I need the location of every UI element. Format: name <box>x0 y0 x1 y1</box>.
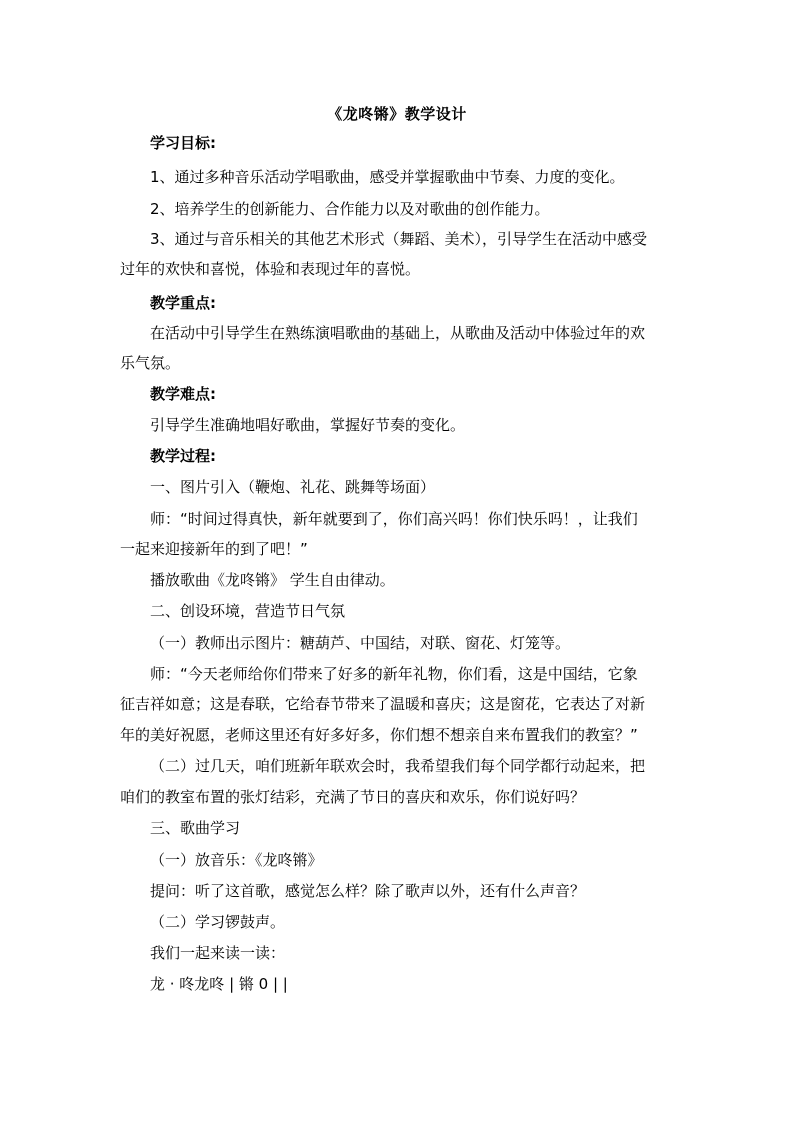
goal-1: 1、通过多种音乐活动学唱歌曲，感受并掌握歌曲中节奏、力度的变化。 <box>150 168 625 186</box>
section-2-item-2-line-2: 咱们的教室布置的张灯结彩，充满了节日的喜庆和欢乐，你们说好吗？ <box>120 788 586 806</box>
play-song-line: 播放歌曲《龙咚锵》 学生自由律动。 <box>150 571 395 589</box>
goal-3-line-2: 过年的欢快和喜悦，体验和表现过年的喜悦。 <box>120 260 421 278</box>
goal-3-line-1: 3、通过与音乐相关的其他艺术形式（舞蹈、美术），引导学生在活动中感受 <box>150 230 648 248</box>
heading-process: 教学过程: <box>150 447 216 465</box>
document-title: 《龙咚锵》教学设计 <box>327 105 467 123</box>
rhythm-notation-line: 龙 · 咚龙咚 | 锵 0 | | <box>150 975 288 993</box>
section-2-item-1: （一）教师出示图片：糖葫芦、中国结，对联、窗花、灯笼等。 <box>150 634 571 652</box>
teacher-line-2: 一起来迎接新年的到了吧！” <box>120 540 308 558</box>
difficulties-line: 引导学生准确地唱好歌曲，掌握好节奏的变化。 <box>150 416 466 434</box>
heading-key-points: 教学重点: <box>150 294 216 312</box>
goal-2: 2、培养学生的创新能力、合作能力以及对歌曲的创作能力。 <box>150 200 550 218</box>
heading-learning-goals: 学习目标: <box>150 134 216 152</box>
read-together-line: 我们一起来读一读： <box>150 944 286 962</box>
key-points-line-1: 在活动中引导学生在熟练演唱歌曲的基础上，从歌曲及活动中体验过年的欢 <box>150 324 646 342</box>
section-3-title: 三、歌曲学习 <box>150 819 241 837</box>
teacher-speech-line-2: 征吉祥如意；这是春联，它给春节带来了温暖和喜庆；这是窗花，它表达了对新 <box>120 695 646 713</box>
question-line: 提问：听了这首歌，感觉怎么样？除了歌声以外，还有什么声音？ <box>150 882 586 900</box>
section-3-item-2: （二）学习锣鼓声。 <box>150 913 286 931</box>
teacher-line-1: 师：“时间过得真快，新年就要到了，你们高兴吗！你们快乐吗！，让我们 <box>150 510 638 528</box>
teacher-speech-line-3: 年的美好祝愿，老师这里还有好多好多，你们想不想亲自来布置我们的教室？” <box>120 726 638 744</box>
section-1-title: 一、图片引入（鞭炮、礼花、跳舞等场面） <box>150 478 436 496</box>
heading-difficulties: 教学难点: <box>150 385 216 403</box>
section-2-item-2-line-1: （二）过几天，咱们班新年联欢会时，我希望我们每个同学都行动起来，把 <box>150 757 646 775</box>
section-3-item-1: （一）放音乐：《龙咚锵》 <box>150 851 323 869</box>
key-points-line-2: 乐气氛。 <box>120 354 181 372</box>
teacher-speech-line-1: 师：“今天老师给你们带来了好多的新年礼物，你们看，这是中国结，它象 <box>150 665 638 683</box>
section-2-title: 二、创设环境，营造节日气氛 <box>150 602 346 620</box>
